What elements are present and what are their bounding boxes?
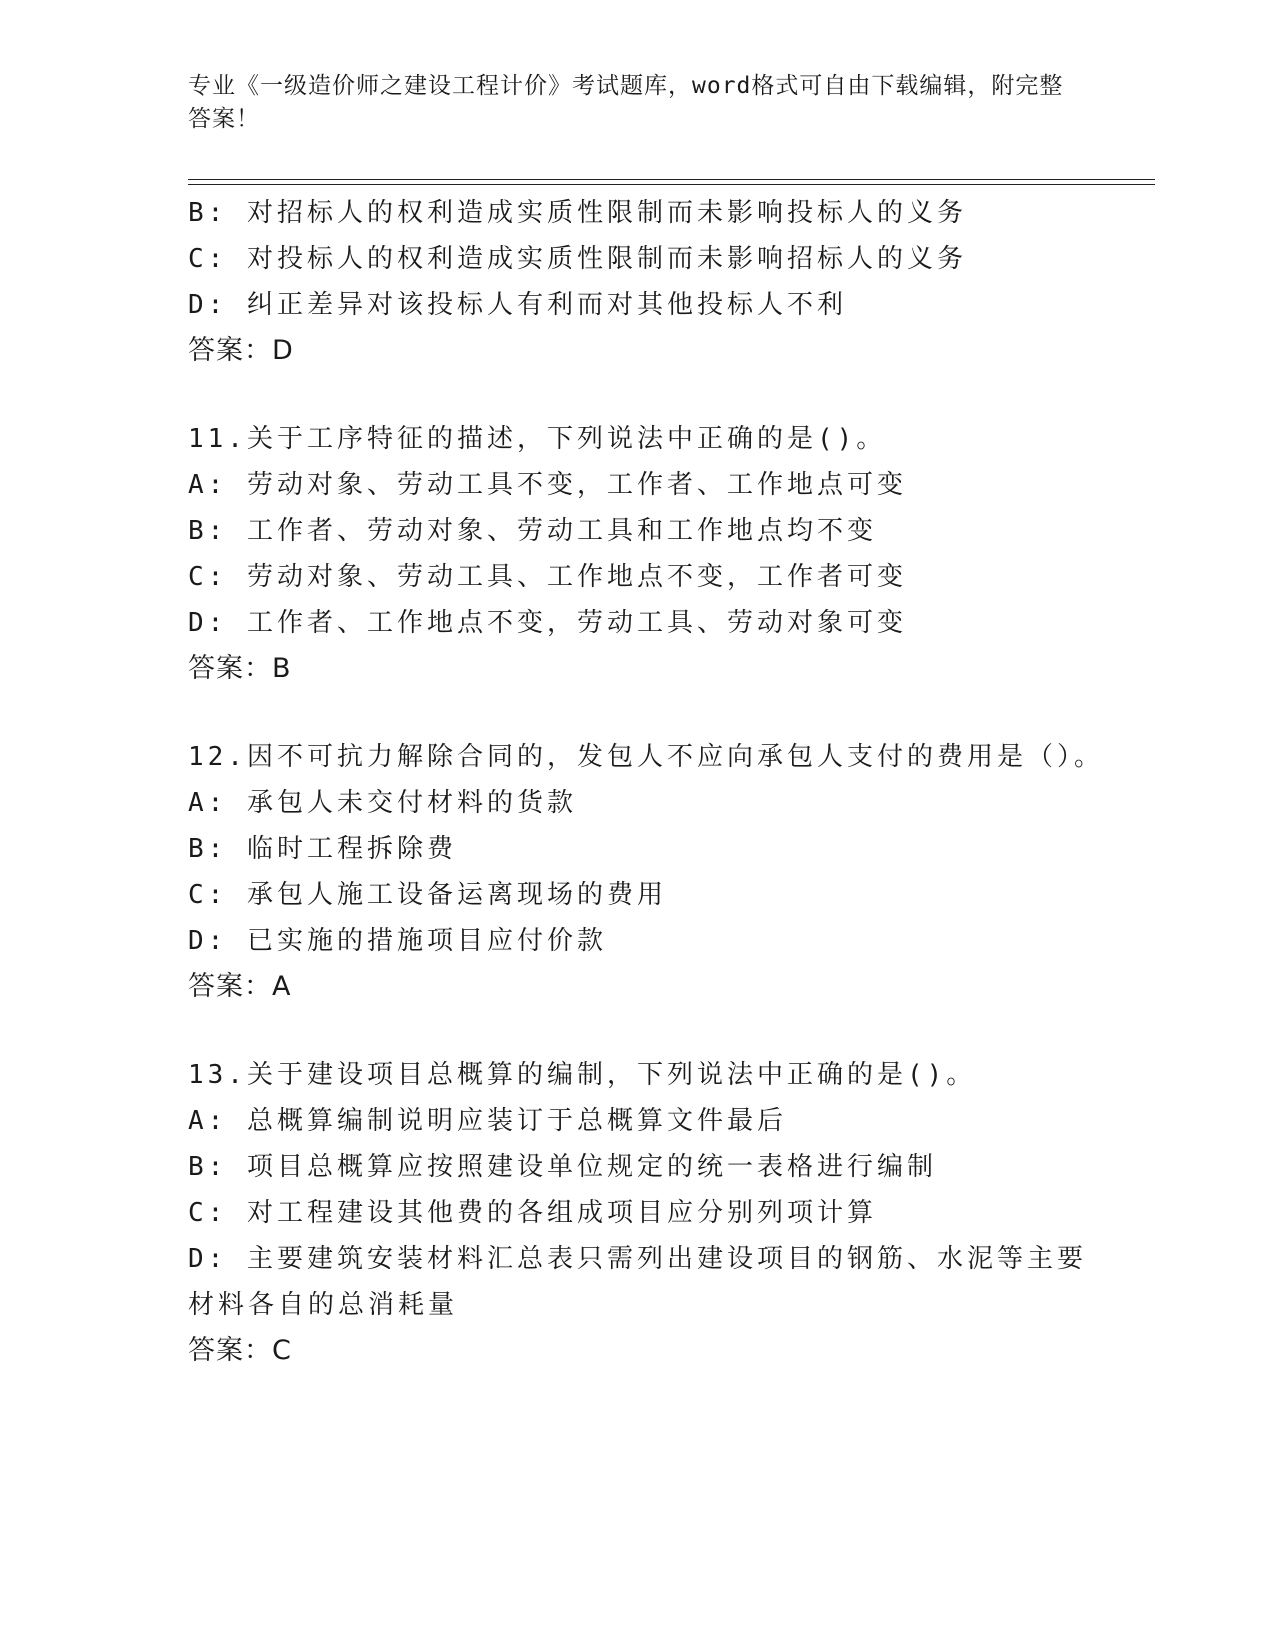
option-c: C: 承包人施工设备运离现场的费用 [188, 880, 667, 910]
header-rule-bottom [188, 184, 1155, 185]
option-b: B: 临时工程拆除费 [188, 834, 457, 864]
option-a: A: 总概算编制说明应装订于总概算文件最后 [188, 1106, 787, 1136]
header-rule-top [188, 179, 1155, 180]
option-d: D: 纠正差异对该投标人有利而对其他投标人不利 [188, 290, 847, 320]
option-a: A: 劳动对象、劳动工具不变，工作者、工作地点可变 [188, 470, 907, 500]
question-stem: 13.关于建设项目总概算的编制，下列说法中正确的是()。 [188, 1060, 977, 1090]
option-a: A: 承包人未交付材料的货款 [188, 788, 577, 818]
option-c: C: 劳动对象、劳动工具、工作地点不变，工作者可变 [188, 562, 907, 592]
option-b: B: 项目总概算应按照建设单位规定的统一表格进行编制 [188, 1152, 937, 1182]
question-list [188, 190, 1104, 1374]
spacer [188, 1010, 1088, 1052]
option-c: C: 对投标人的权利造成实质性限制而未影响招标人的义务 [188, 244, 967, 274]
answer: 答案：A [188, 971, 292, 1002]
document-header: 专业《一级造价师之建设工程计价》考试题库，word格式可自由下载编辑，附完整答案！ [188, 73, 1064, 132]
answer: 答案：C [188, 1335, 292, 1366]
option-d: D: 主要建筑安装材料汇总表只需列出建设项目的钢筋、水泥等主要材料各自的总消耗量 [188, 1244, 1087, 1320]
option-c: C: 对工程建设其他费的各组成项目应分别列项计算 [188, 1198, 877, 1228]
question-stem: 11.关于工序特征的描述，下列说法中正确的是()。 [188, 424, 887, 454]
spacer [188, 692, 1088, 734]
answer: 答案：D [188, 335, 294, 366]
question-12 [188, 734, 1104, 1010]
option-b: B: 工作者、劳动对象、劳动工具和工作地点均不变 [188, 516, 877, 546]
question-stem: 12.因不可抗力解除合同的，发包人不应向承包人支付的费用是（）。 [188, 742, 1104, 772]
option-b: B: 对招标人的权利造成实质性限制而未影响投标人的义务 [188, 198, 967, 228]
question-13 [188, 1052, 1088, 1374]
option-d: D: 已实施的措施项目应付价款 [188, 926, 607, 956]
question-11 [188, 416, 1088, 692]
spacer [188, 374, 1088, 416]
answer: 答案：B [188, 653, 292, 684]
option-d: D: 工作者、工作地点不变，劳动工具、劳动对象可变 [188, 608, 907, 638]
question-10-continued [188, 190, 1088, 374]
